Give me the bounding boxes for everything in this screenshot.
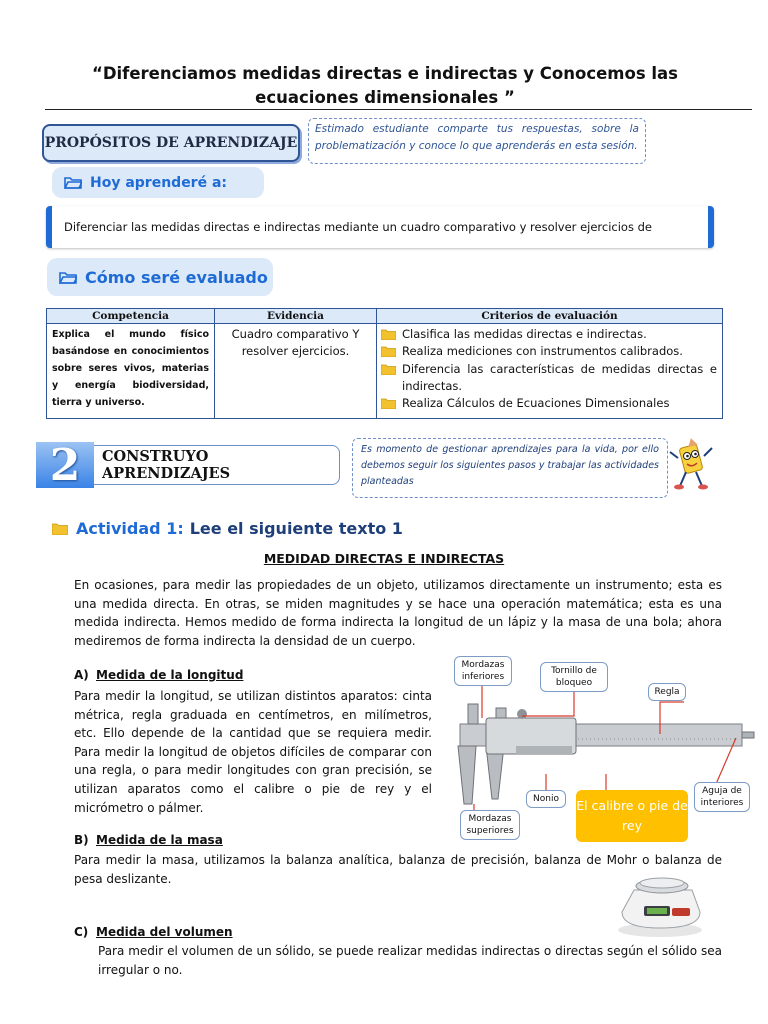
como-evaluado-heading — [47, 258, 273, 296]
yellow-folder-icon — [381, 346, 396, 357]
page-title: “Diferenciamos medidas directas e indirectas y Conocemos las ecuaciones dimensionales ” — [91, 64, 679, 107]
reading-title: MEDIDAD DIRECTAS E INDIRECTAS — [263, 551, 505, 566]
section-c-heading: C) Medida del volumen — [74, 925, 233, 939]
construyo-heading — [82, 445, 340, 485]
yellow-folder-icon — [381, 398, 396, 409]
header-competencia: Competencia — [47, 309, 215, 324]
como-evaluado-label: Cómo seré evaluado — [85, 267, 268, 287]
label-mordazas-superiores: Mordazas superiores — [460, 810, 520, 840]
section-a-heading: A) Medida de la longitud — [74, 668, 244, 682]
label-nonio: Nonio — [526, 790, 566, 808]
list-item: Diferencia las características de medidas directas e indirectas. — [402, 361, 717, 396]
label-mordazas-inferiores: Mordazas inferiores — [454, 656, 512, 686]
balance-scale-image — [614, 868, 706, 940]
propositos-heading: PROPÓSITOS DE APRENDIZAJE — [42, 124, 300, 162]
evidencia-cell: Cuadro comparativo Y resolver ejercicios. — [215, 324, 377, 419]
label-regla: Regla — [648, 683, 686, 701]
yellow-folder-icon — [381, 329, 396, 340]
propositos-note: Estimado estudiante comparte tus respuestas, sobre la problematización y conoce lo que aprenderás en esta sesión. — [308, 118, 646, 164]
label-aguja-interiores: Aguja de interiores — [694, 782, 750, 812]
learning-goal-box — [46, 206, 714, 248]
yellow-folder-icon — [381, 364, 396, 375]
section-number-badge: 2 — [36, 442, 94, 488]
construyo-label: CONSTRUYO APRENDIZAJES — [102, 448, 231, 482]
table-row — [47, 324, 723, 419]
section-b-heading: B) Medida de la masa — [74, 833, 223, 847]
construyo-note: Es momento de gestionar aprendizajes para la vida, por ello debemos seguir los siguientes pasos y trabajar las actividades planteadas — [352, 438, 668, 498]
section-c-text: Para medir el volumen de un sólido, se puede realizar medidas indirectas o directas según el sólido sea irregular o no. — [98, 944, 722, 977]
hoy-aprendere-heading — [52, 167, 264, 198]
activity-label: Actividad 1: — [76, 519, 184, 538]
activity-text: Lee el siguiente texto 1 — [189, 519, 403, 538]
section-a-text: Para medir la longitud, se utilizan distintos aparatos: cinta métrica, regla graduada en centímetros, en milímetros, etc. Ello depende de la cantidad que se requiera medir. Para medir la longitud de objetos difíciles de comparar con una regla, o para medir longitudes con gran precisión, se utilizan aparatos como el calibre o pie de rey y el micrómetro o pálmer. — [74, 689, 432, 815]
section-b-text: Para medir la masa, utilizamos la balanza analítica, balanza de precisión, balanza de Mohr o balanza de pesa deslizante. — [74, 853, 722, 886]
header-evidencia: Evidencia — [215, 309, 377, 324]
list-item: Realiza mediciones con instrumentos calibrados. — [402, 343, 717, 360]
pencil-mascot-icon — [668, 432, 716, 492]
header-criterios: Criterios de evaluación — [377, 309, 723, 324]
hoy-aprendere-label: Hoy aprenderé a: — [90, 174, 228, 191]
folder-icon — [64, 176, 82, 189]
activity-heading — [52, 519, 403, 538]
reading-intro: En ocasiones, para medir las propiedades de un objeto, utilizamos directamente un instrumento; esta es una medida directa. En otras, se miden magnitudes y se hace una operación matemática; esta es una medida indirecta. Hemos medido de forma indirecta la longitud de un lápiz y la masa de una bola; ahora mediremos de forma indirecta la densidad de un cuerpo. — [74, 578, 722, 648]
learning-goal-text: Diferenciar las medidas directas e indirectas mediante un cuadro comparativo y resolver ejercicios de — [64, 220, 652, 234]
yellow-folder-icon — [52, 523, 68, 535]
title-divider — [45, 109, 752, 110]
list-item: Clasifica las medidas directas e indirectas. — [402, 326, 717, 343]
evaluation-table — [46, 308, 723, 419]
folder-icon — [59, 271, 77, 284]
list-item: Realiza Cálculos de Ecuaciones Dimensionales — [402, 395, 717, 412]
label-tornillo-bloqueo: Tornillo de bloqueo — [540, 662, 608, 692]
figure-caption: El calibre o pie de rey — [576, 790, 688, 842]
criterios-cell — [377, 324, 723, 419]
competencia-cell: Explica el mundo físico basándose en conocimientos sobre seres vivos, materias y energía biodiversidad, tierra y universo. — [47, 324, 215, 419]
